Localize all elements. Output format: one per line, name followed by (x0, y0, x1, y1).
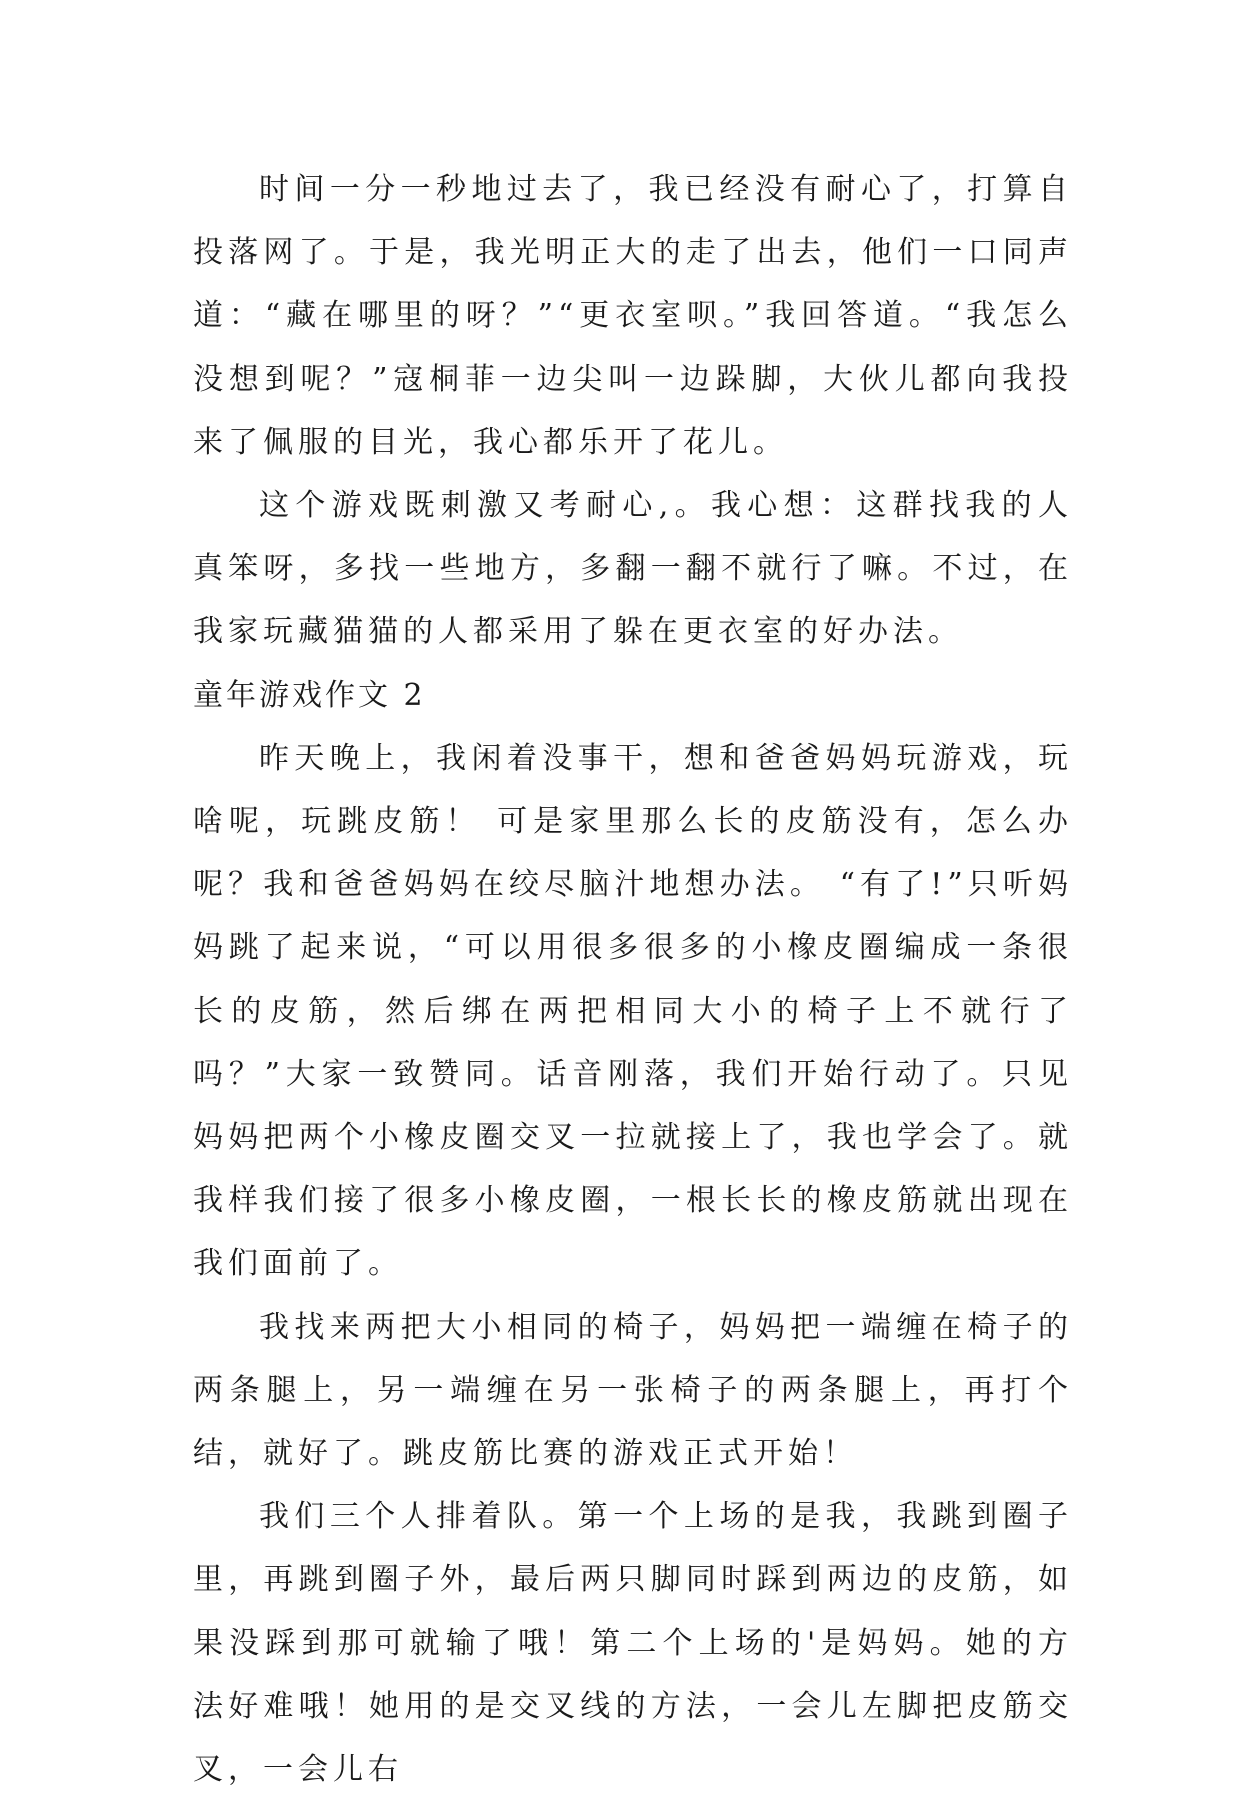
document-body (193, 158, 1073, 1801)
paragraph-time-passing: 时间一分一秒地过去了，我已经没有耐心了，打算自投落网了。于是，我光明正大的走了出去，他们一口同声道：“藏在哪里的呀？”“更衣室呗。”我回答道。“我怎么没想到呢？”寇桐菲一边尖叫一边跺脚，大伙儿都向我投来了佩服的目光，我心都乐开了花儿。 (193, 172, 1073, 460)
paragraph-game-reflection: 这个游戏既刺激又考耐心,。我心想：这群找我的人真笨呀，多找一些地方，多翻一翻不就行了嘛。不过，在我家玩藏猫猫的人都采用了躲在更衣室的好办法。 (193, 488, 1073, 650)
paragraph-rubber-band-idea: 昨天晚上，我闲着没事干，想和爸爸妈妈玩游戏，玩啥呢，玩跳皮筋！ 可是家里那么长的皮筋没有，怎么办呢？我和爸爸妈妈在绞尽脑汁地想办法。 “有了!”只听妈妈跳了起来说，“可以用很多很多的小橡皮圈编成一条很长的皮筋，然后绑在两把相同大小的椅子上不就行了吗？”大家一致赞同。话音刚落，我们开始行动了。只见妈妈把两个小橡皮圈交叉一拉就接上了，我也学会了。就我样我们接了很多小橡皮圈，一根长长的橡皮筋就出现在我们面前了。 (193, 740, 1073, 1282)
paragraph-jumping-turns: 我们三个人排着队。第一个上场的是我，我跳到圈子里，再跳到圈子外，最后两只脚同时踩到两边的皮筋，如果没踩到那可就输了哦！第二个上场的'是妈妈。她的方法好难哦！她用的是交叉线的方法，一会儿左脚把皮筋交叉，一会儿右 (193, 1499, 1073, 1788)
section-heading: 童年游戏作文 2 (193, 677, 426, 713)
paragraph-chair-setup: 我找来两把大小相同的椅子，妈妈把一端缠在椅子的两条腿上，另一端缠在另一张椅子的两条腿上，再打个结，就好了。跳皮筋比赛的游戏正式开始！ (193, 1309, 1073, 1472)
